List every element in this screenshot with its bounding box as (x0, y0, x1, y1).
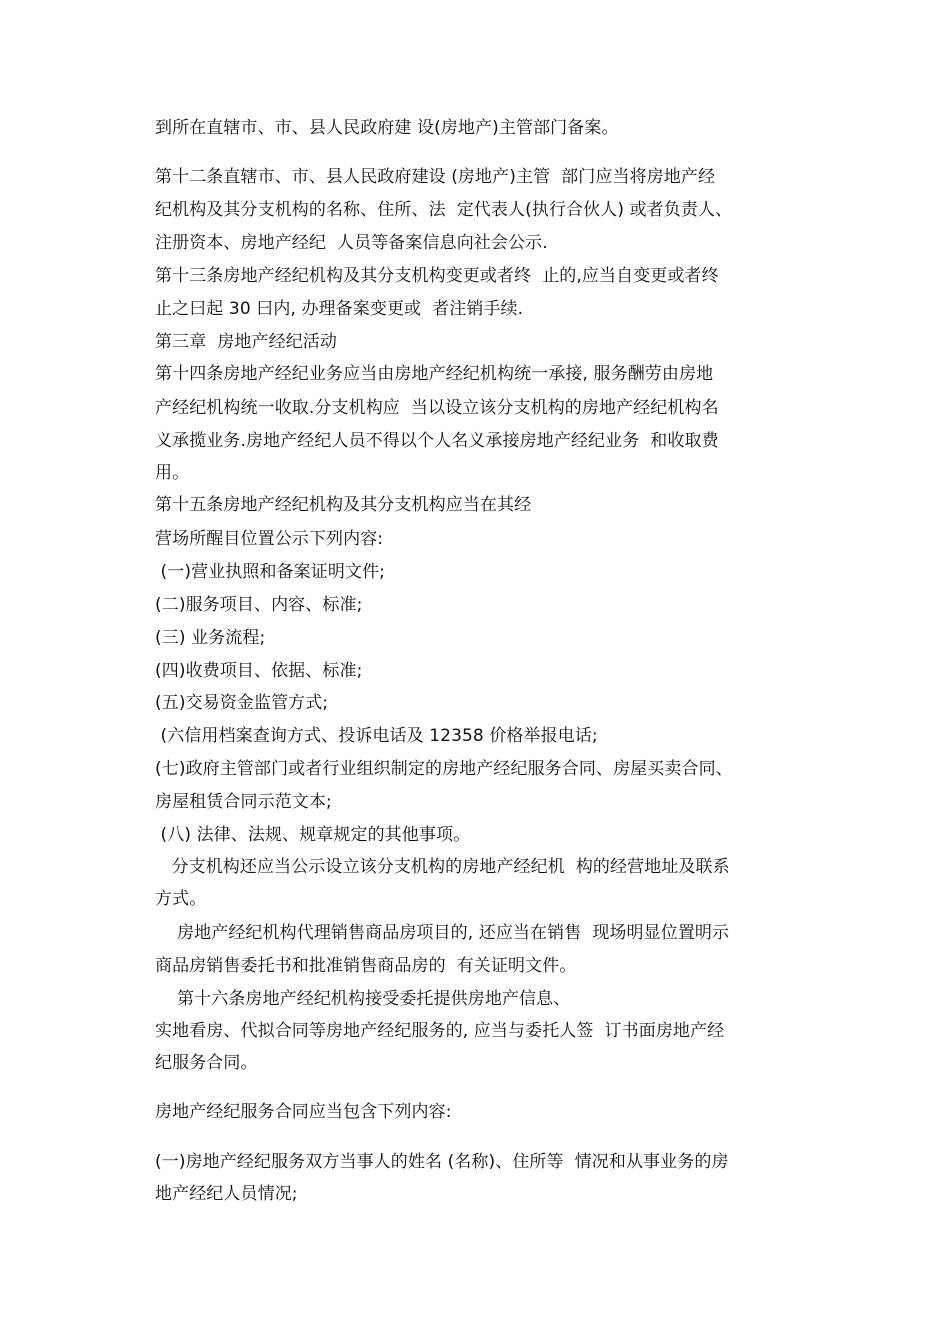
text-line: 实地看房、代拟合同等房地产经纪服务的, 应当与委托人签 订书面房地产经 (155, 1021, 725, 1041)
list-item: (七)政府主管部门或者行业组织制定的房地产经纪服务合同、房屋买卖合同、 (155, 759, 733, 779)
text-line: 房屋租赁合同示范文本; (155, 792, 332, 812)
text-line: 方式。 (155, 889, 207, 909)
text-line: 第十五条房地产经纪机构及其分支机构应当在其经 (155, 495, 532, 515)
list-item: (二)服务项目、内容、标准; (155, 595, 363, 615)
list-item: (一)营业执照和备案证明文件; (155, 562, 385, 582)
text-line: 注册资本、房地产经纪 人员等备案信息向社会公示. (155, 233, 548, 253)
text-line: 房地产经纪机构代理销售商品房项目的, 还应当在销售 现场明显位置明示 (155, 923, 730, 943)
chapter-heading: 第三章 房地产经纪活动 (155, 332, 338, 352)
text-line: 房地产经纪服务合同应当包含下列内容: (155, 1102, 452, 1122)
text-line: 营场所醒目位置公示下列内容: (155, 529, 384, 549)
text-line: 第十四条房地产经纪业务应当由房地产经纪机构统一承接, 服务酬劳由房地 (155, 364, 714, 384)
text-line: 止之曰起 30 曰内, 办理备案变更或 者注销手续. (155, 299, 524, 319)
text-line: 商品房销售委托书和批准销售商品房的 有关证明文件。 (155, 956, 577, 976)
text-line: 第十六条房地产经纪机构接受委托提供房地产信息、 (155, 989, 571, 1009)
text-line: 第十二条直辖市、市、县人民政府建设 (房地产)主管 部门应当将房地产经 (155, 167, 716, 187)
text-line: 第十三条房地产经纪机构及其分支机构变更或者终 止的,应当自变更或者终 (155, 266, 719, 286)
text-line: 地产经纪人员情况; (155, 1184, 298, 1204)
list-item: (一)房地产经纪服务双方当事人的姓名 (名称)、住所等 情况和从事业务的房 (155, 1152, 729, 1172)
text-line: 到所在直辖市、市、县人民政府建 设(房地产)主管部门备案。 (155, 118, 619, 138)
text-line: 纪服务合同。 (155, 1053, 258, 1073)
text-line: 纪机构及其分支机构的名称、住所、法 定代表人(执行合伙人) 或者负责人、 (155, 200, 733, 220)
list-item: (六信用档案查询方式、投诉电话及 12358 价格举报电话; (155, 726, 598, 746)
list-item: (八) 法律、法规、规章规定的其他事项。 (155, 825, 471, 845)
list-item: (三) 业务流程; (155, 628, 266, 648)
text-line: 义承揽业务.房地产经纪人员不得以个人名义承接房地产经纪业务 和收取费 (155, 431, 719, 451)
list-item: (四)收费项目、依据、标准; (155, 661, 363, 681)
text-line: 分支机构还应当公示设立该分支机构的房地产经纪机 构的经营地址及联系 (155, 857, 730, 877)
list-item: (五)交易资金监管方式; (155, 693, 329, 713)
text-line: 产经纪机构统一收取.分支机构应 当以设立该分支机构的房地产经纪机构名 (155, 398, 719, 418)
text-line: 用。 (155, 463, 190, 483)
